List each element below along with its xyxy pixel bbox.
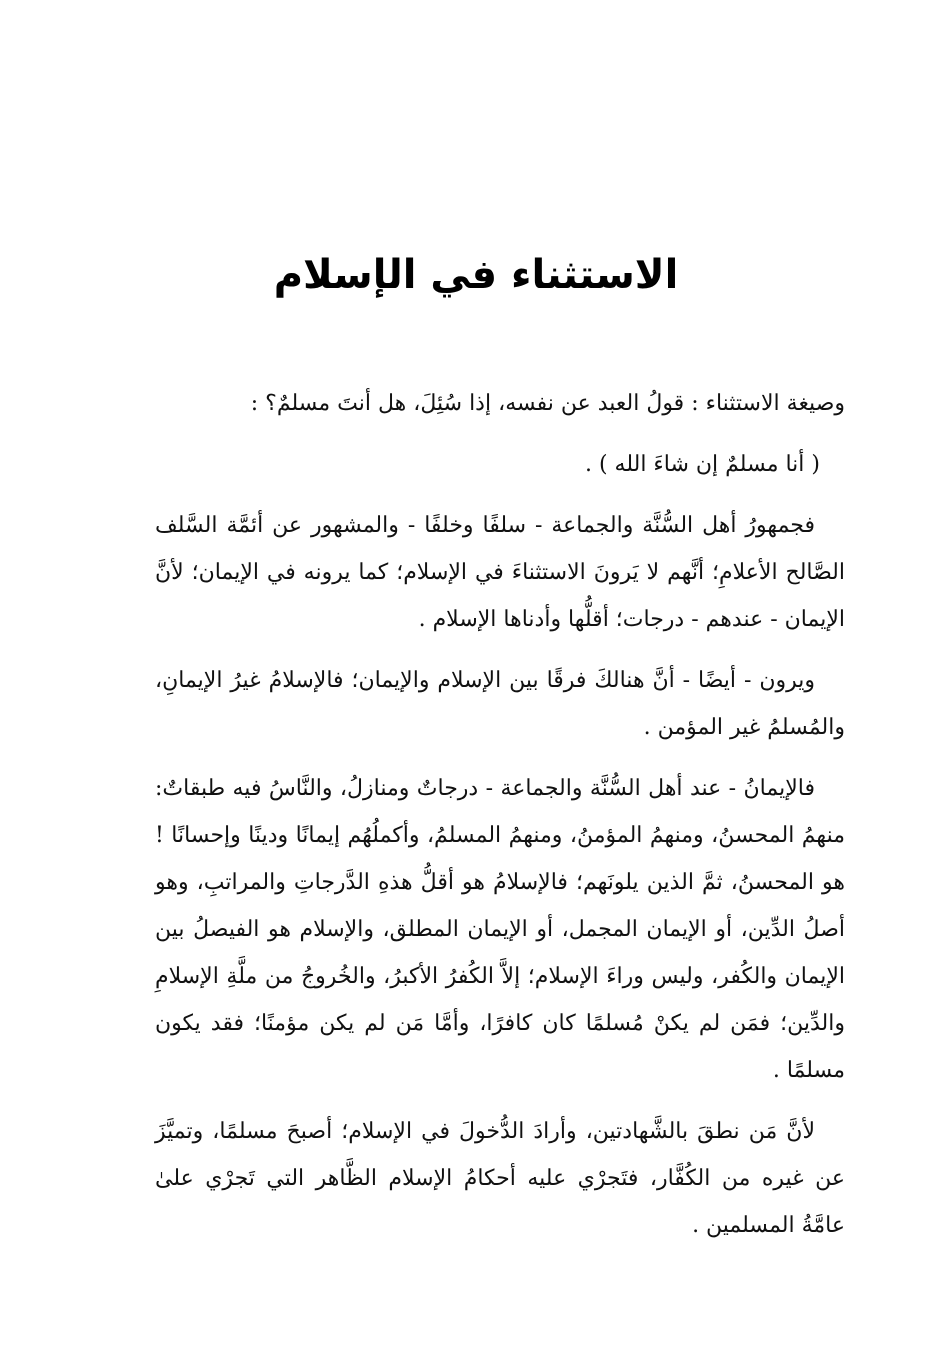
page-title: الاستثناء في الإسلام [273, 252, 679, 298]
paragraph-4: لأنَّ مَن نطقَ بالشَّهادتين، وأرادَ الدُّخولَ في الإسلام؛ أصبحَ مسلمًا، وتميَّزَ عن غيره من الكُفَّار، فتَجرْي عليه أحكامُ الإسلام الظَّاهر التي تَجرْي علىٰ عامَّةُ المسلمين . [155, 1119, 845, 1238]
intro-quote: ( أنا مسلمٌ إن شاءَ الله ) . [584, 452, 820, 477]
body-text [155, 380, 845, 1263]
paragraph-1: فجمهورُ أهل السُّنَّة والجماعة - سلفًا وخلفًا - والمشهور عن أئمَّة السَّلف الصَّالح الأعلامِ؛ أنَّهم لا يَرونَ الاستثناءَ في الإسلام؛ كما يرونه في الإيمان؛ لأنَّ الإيمان - عندهم - درجات؛ أقلُّها وأدناها الإسلام . [155, 513, 845, 632]
paragraph-2: ويرون - أيضًا - أنَّ هنالكَ فرقًا بين الإسلام والإيمان؛ فالإسلامُ غيرُ الإيمانِ، والمُسلمُ غير المؤمن . [155, 668, 845, 740]
intro-paragraph: وصيغة الاستثناء : قولُ العبد عن نفسه، إذا سُئِلَ، هل أنتَ مسلمٌ؟ : [250, 391, 845, 416]
paragraph-3: فالإيمانُ - عند أهل السُّنَّة والجماعة - درجاتٌ ومنازلُ، والنَّاسُ فيه طبقاتٌ: منهمُ المحسنُ، ومنهمُ المؤمنُ، ومنهمُ المسلمُ، وأكملُهُم إيمانًا ودينًا وإحسانًا ! هو المحسنُ، ثمَّ الذين يلونَهم؛ فالإسلامُ هو أقلُّ هذهِ الدَّرجاتِ والمراتبِ، وهو أصلُ الدِّين، أو الإيمان المجمل، أو الإيمان المطلق، والإسلام هو الفيصلُ بين الإيمان والكُفر، وليس وراءَ الإسلام؛ إلاَّ الكُفرُ الأكبرُ، والخُروجُ من ملَّةِ الإسلامِ والدِّين؛ فمَن لم يكنْ مُسلمًا كان كافرًا، وأمَّا مَن لم يكن مؤمنًا؛ فقد يكون مسلمًا . [155, 776, 845, 1083]
